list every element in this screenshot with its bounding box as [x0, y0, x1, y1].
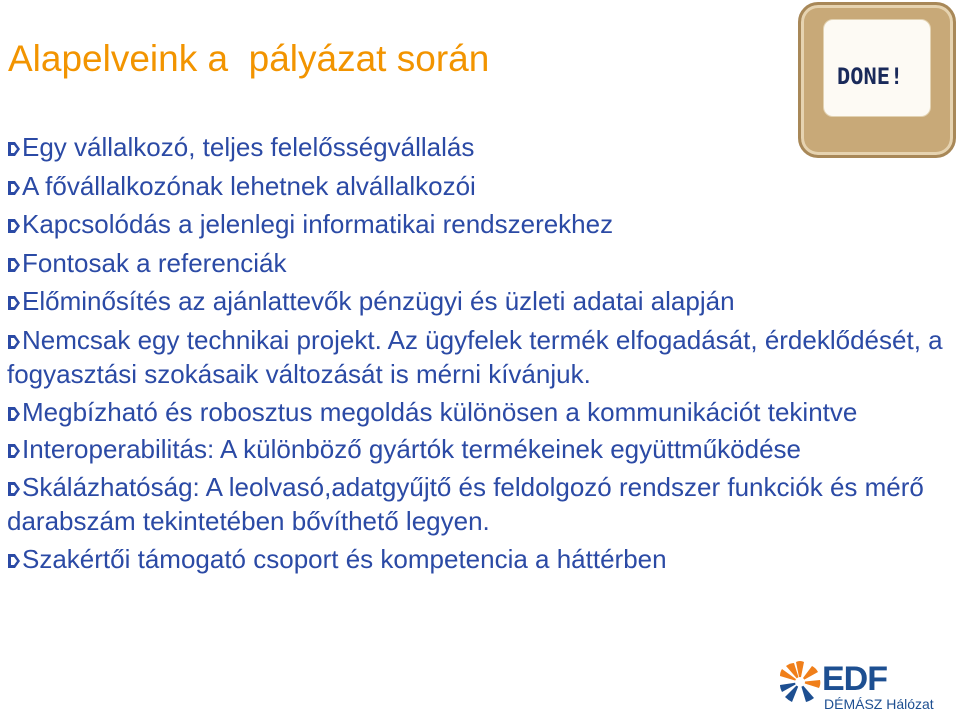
arrow-bullet-icon — [7, 434, 21, 452]
arrow-bullet-icon — [7, 171, 21, 189]
bullet-text: Szakértői támogató csoport és kompetencia a háttérben — [22, 543, 667, 574]
arrow-bullet-icon — [7, 325, 21, 343]
arrow-bullet-icon — [7, 132, 21, 150]
bullet-text: Megbízható és robosztus megoldás különösen a kommunikációt tekintve — [22, 396, 858, 427]
logo-subtitle: DÉMÁSZ Hálózat — [824, 696, 934, 712]
arrow-bullet-icon — [7, 209, 21, 227]
bullet-list — [7, 130, 947, 580]
bullet-item — [7, 284, 947, 319]
edf-wordmark: EDF — [822, 660, 887, 698]
bullet-item — [7, 323, 947, 392]
bullet-text: Interoperabilitás: A különböző gyártók termékeinek együttműködése — [22, 434, 802, 464]
bullet-item — [7, 470, 947, 539]
bullet-item — [7, 130, 947, 165]
slide-title: Alapelveink a pályázat során — [8, 38, 490, 79]
bullet-item — [7, 246, 947, 281]
bullet-item — [7, 207, 947, 242]
bullet-text: Fontosak a referenciák — [22, 247, 287, 278]
bullet-text: Kapcsolódás a jelenlegi informatikai rendszerekhez — [22, 209, 614, 239]
bullet-item — [7, 432, 947, 467]
bullet-text: Nemcsak egy technikai projekt. Az ügyfelek termék elfogadását, érdeklődését, a fogyasztási szokásaik változását is mérni kívánjuk. — [7, 324, 943, 389]
bullet-text: Skálázhatóság: A leolvasó,adatgyűjtő és feldolgozó rendszer funkciók és mérő darabszám tekintetében bővíthető legyen. — [7, 471, 924, 536]
bullet-text: Egy vállalkozó, teljes felelősségvállalás — [22, 132, 475, 162]
bullet-text: A fővállalkozónak lehetnek alvállalkozói — [22, 170, 476, 201]
done-label: DONE! — [837, 65, 904, 90]
edf-logo — [778, 660, 954, 712]
bullet-text: Előminősítés az ajánlattevők pénzügyi és üzleti adatai alapján — [22, 286, 735, 316]
arrow-bullet-icon — [7, 286, 21, 304]
edf-sun-icon — [778, 660, 822, 704]
arrow-bullet-icon — [7, 472, 21, 490]
arrow-bullet-icon — [7, 248, 21, 266]
bullet-item — [7, 169, 947, 204]
arrow-bullet-icon — [7, 544, 21, 562]
bullet-item — [7, 542, 947, 577]
bullet-item — [7, 395, 947, 430]
arrow-bullet-icon — [7, 397, 21, 415]
